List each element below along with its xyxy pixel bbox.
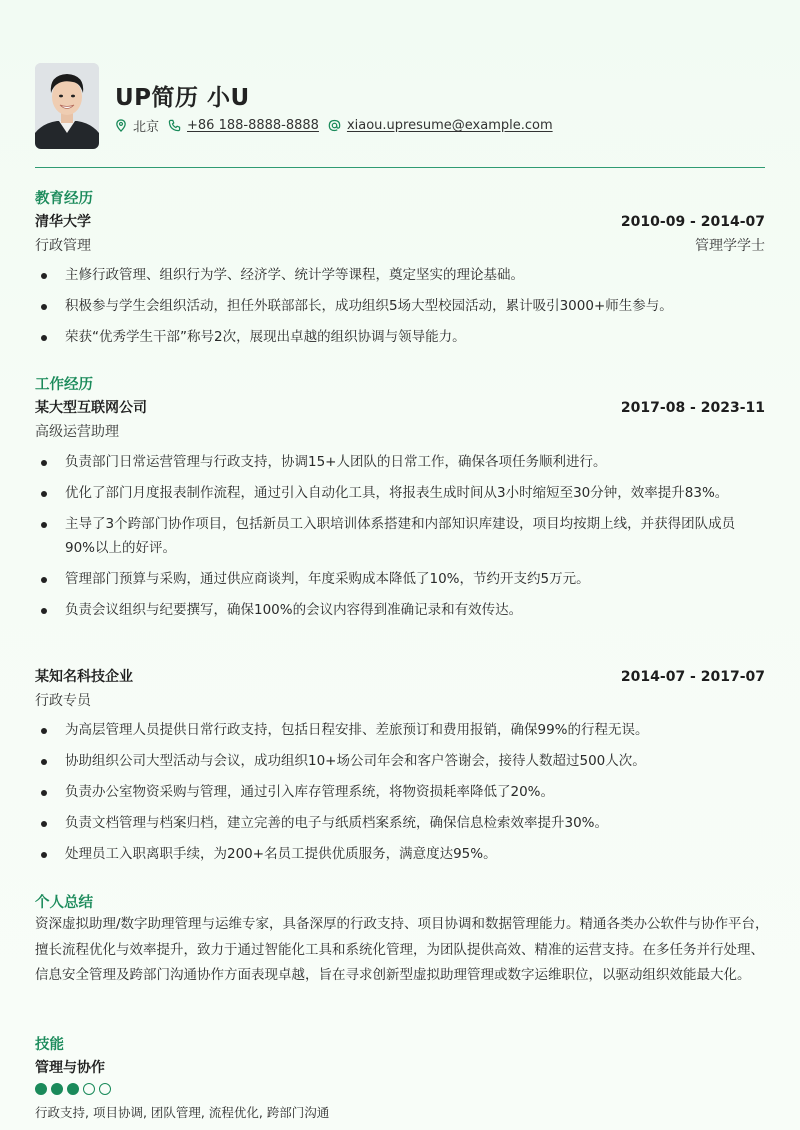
skill-dot-filled [35,1083,47,1095]
list-item: 主导了3个跨部门协作项目，包括新员工入职培训体系搭建和内部知识库建设，项目均按期上线，并获得团队成员90%以上的好评。 [35,512,750,560]
list-item: 负责部门日常运营管理与行政支持，协调15+人团队的日常工作，确保各项任务顺利进行。 [35,450,750,474]
list-item: 主修行政管理、组织行为学、经济学、统计学等课程，奠定坚实的理论基础。 [35,263,750,287]
education-section-title: 教育经历 [35,191,93,207]
job-role: 高级运营助理 [35,424,119,440]
education-detail-row [35,235,765,255]
list-item: 协助组织公司大型活动与会议，成功组织10+场公司年会和客户答谢会，接待人数超过500人次。 [35,749,750,773]
company-name: 某知名科技企业 [35,669,133,685]
list-item: 荣获“优秀学生干部”称号2次，展现出卓越的组织协调与领导能力。 [35,325,750,349]
list-item: 管理部门预算与采购，通过供应商谈判，年度采购成本降低了10%，节约开支约5万元。 [35,567,750,591]
job-date: 2017-08 - 2023-11 [620,400,765,416]
summary-section-title: 个人总结 [35,895,93,911]
at-sign-icon [328,119,341,132]
job-bullets [35,718,750,873]
skill-dot-filled [51,1083,63,1095]
phone-item[interactable] [168,118,319,133]
education-row [35,211,765,231]
education-bullets [35,263,750,356]
list-item: 优化了部门月度报表制作流程，通过引入自动化工具，将报表生成时间从3小时缩短至30分钟，效率提升83%。 [35,481,750,505]
skill-group-name: 管理与协作 [35,1060,105,1076]
location-text: 北京 [133,120,160,135]
education-date: 2010-09 - 2014-07 [620,214,765,230]
company-name: 某大型互联网公司 [35,400,147,416]
header-divider [35,167,765,168]
location-pin-icon [115,119,127,132]
avatar [35,63,99,149]
list-item: 负责会议组织与纪要撰写，确保100%的会议内容得到准确记录和有效传达。 [35,598,750,622]
skill-items: 行政支持, 项目协调, 团队管理, 流程优化, 跨部门沟通 [35,1105,330,1120]
summary-text: 资深虚拟助理/数字助理管理与运维专家，具备深厚的行政支持、项目协调和数据管理能力。精通各类办公软件与协作平台，擅长流程优化与效率提升，致力于通过智能化工具和系统化管理，为团队提供高效、精准的运营支持。在多任务并行处理、信息安全管理及跨部门沟通协作方面表现卓越，旨在寻求创新型虚拟助理管理或数字运维职位，以驱动组织效能最大化。 [35,916,769,983]
phone-link[interactable]: +86 188-8888-8888 [187,118,319,133]
resume-header [35,63,765,153]
job-role-row [35,421,765,441]
location-item [115,116,159,135]
candidate-name: UP简历 小U [115,85,250,111]
skill-dot-empty [83,1083,95,1095]
email-link[interactable]: xiaou.upresume@example.com [346,118,553,133]
job-row [35,666,765,686]
phone-icon [168,119,181,132]
list-item: 负责办公室物资采购与管理，通过引入库存管理系统，将物资损耗率降低了20%。 [35,780,750,804]
skill-dot-empty [99,1083,111,1095]
skill-dot-filled [67,1083,79,1095]
list-item: 处理员工入职离职手续，为200+名员工提供优质服务，满意度达95%。 [35,842,750,866]
school-name: 清华大学 [35,214,91,230]
job-role-row [35,690,765,710]
skill-level-dots [35,1083,115,1095]
degree: 管理学学士 [695,238,765,254]
list-item: 积极参与学生会组织活动，担任外联部部长，成功组织5场大型校园活动，累计吸引3000+师生参与。 [35,294,750,318]
skills-section-title: 技能 [35,1037,64,1053]
job-row [35,397,765,417]
major: 行政管理 [35,238,91,254]
job-role: 行政专员 [35,693,91,709]
email-item[interactable] [328,118,553,133]
list-item: 负责文档管理与档案归档，建立完善的电子与纸质档案系统，确保信息检索效率提升30%。 [35,811,750,835]
work-section-title: 工作经历 [35,377,93,393]
list-item: 为高层管理人员提供日常行政支持，包括日程安排、差旅预订和费用报销，确保99%的行程无误。 [35,718,750,742]
contact-info [115,116,562,135]
job-bullets [35,450,750,629]
job-date: 2014-07 - 2017-07 [620,669,765,685]
